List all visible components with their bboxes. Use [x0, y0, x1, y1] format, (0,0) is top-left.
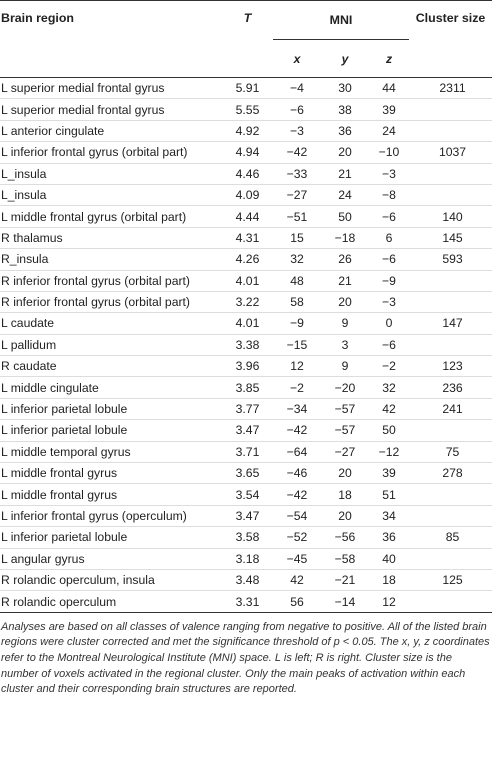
y-coordinate-cell: −57	[321, 398, 369, 419]
cluster-size-cell	[409, 420, 492, 441]
y-coordinate-cell: 24	[321, 184, 369, 205]
region-cell: L inferior parietal lobule	[0, 527, 222, 548]
table-row	[0, 313, 492, 334]
x-coordinate-cell: −42	[273, 142, 321, 163]
z-coordinate-cell: −6	[369, 206, 409, 227]
t-value-cell: 4.01	[222, 270, 273, 291]
x-coordinate-cell: 58	[273, 291, 321, 312]
z-coordinate-cell: −2	[369, 356, 409, 377]
cluster-size-cell: 236	[409, 377, 492, 398]
cluster-size-cell	[409, 591, 492, 612]
x-coordinate-cell: 42	[273, 569, 321, 590]
region-cell: L_insula	[0, 184, 222, 205]
header-cluster-size: Cluster size	[409, 1, 492, 78]
x-coordinate-cell: −46	[273, 463, 321, 484]
t-value-cell: 4.46	[222, 163, 273, 184]
table-row	[0, 505, 492, 526]
y-coordinate-cell: 20	[321, 463, 369, 484]
y-coordinate-cell: 30	[321, 78, 369, 99]
cluster-size-cell	[409, 505, 492, 526]
z-coordinate-cell: −6	[369, 249, 409, 270]
region-cell: L middle frontal gyrus	[0, 484, 222, 505]
cluster-size-cell: 241	[409, 398, 492, 419]
x-coordinate-cell: −3	[273, 120, 321, 141]
y-coordinate-cell: −27	[321, 441, 369, 462]
table-row	[0, 398, 492, 419]
z-coordinate-cell: −9	[369, 270, 409, 291]
region-cell: L inferior parietal lobule	[0, 398, 222, 419]
y-coordinate-cell: 3	[321, 334, 369, 355]
region-cell: L anterior cingulate	[0, 120, 222, 141]
region-cell: L middle temporal gyrus	[0, 441, 222, 462]
t-value-cell: 3.58	[222, 527, 273, 548]
x-coordinate-cell: −51	[273, 206, 321, 227]
y-coordinate-cell: 20	[321, 505, 369, 526]
y-coordinate-cell: 38	[321, 99, 369, 120]
cluster-size-cell: 75	[409, 441, 492, 462]
z-coordinate-cell: 24	[369, 120, 409, 141]
header-z: z	[369, 40, 409, 78]
region-cell: R thalamus	[0, 227, 222, 248]
x-coordinate-cell: −42	[273, 484, 321, 505]
t-value-cell: 4.09	[222, 184, 273, 205]
header-row-top	[0, 1, 492, 40]
cluster-size-cell: 145	[409, 227, 492, 248]
region-cell: R caudate	[0, 356, 222, 377]
t-value-cell: 3.48	[222, 569, 273, 590]
region-cell: L superior medial frontal gyrus	[0, 78, 222, 99]
table-row	[0, 463, 492, 484]
cluster-size-cell: 140	[409, 206, 492, 227]
cluster-size-cell: 147	[409, 313, 492, 334]
table-row	[0, 142, 492, 163]
region-cell: R rolandic operculum	[0, 591, 222, 612]
t-value-cell: 3.47	[222, 420, 273, 441]
t-value-cell: 3.38	[222, 334, 273, 355]
cluster-size-cell: 1037	[409, 142, 492, 163]
region-cell: L middle cingulate	[0, 377, 222, 398]
x-coordinate-cell: −34	[273, 398, 321, 419]
table-row	[0, 270, 492, 291]
region-cell: L angular gyrus	[0, 548, 222, 569]
region-cell: R inferior frontal gyrus (orbital part)	[0, 291, 222, 312]
region-cell: R inferior frontal gyrus (orbital part)	[0, 270, 222, 291]
y-coordinate-cell: −14	[321, 591, 369, 612]
z-coordinate-cell: −3	[369, 163, 409, 184]
z-coordinate-cell: 50	[369, 420, 409, 441]
y-coordinate-cell: 36	[321, 120, 369, 141]
header-y: y	[321, 40, 369, 78]
z-coordinate-cell: 36	[369, 527, 409, 548]
cluster-size-cell: 2311	[409, 78, 492, 99]
table-row	[0, 334, 492, 355]
x-coordinate-cell: 48	[273, 270, 321, 291]
table-row	[0, 420, 492, 441]
y-coordinate-cell: 21	[321, 270, 369, 291]
cluster-size-cell	[409, 163, 492, 184]
t-value-cell: 4.44	[222, 206, 273, 227]
cluster-size-cell: 593	[409, 249, 492, 270]
z-coordinate-cell: −6	[369, 334, 409, 355]
t-value-cell: 3.47	[222, 505, 273, 526]
z-coordinate-cell: 32	[369, 377, 409, 398]
x-coordinate-cell: 56	[273, 591, 321, 612]
x-coordinate-cell: −42	[273, 420, 321, 441]
z-coordinate-cell: −3	[369, 291, 409, 312]
region-cell: L inferior frontal gyrus (operculum)	[0, 505, 222, 526]
cluster-size-cell	[409, 291, 492, 312]
t-value-cell: 5.55	[222, 99, 273, 120]
table-row	[0, 249, 492, 270]
z-coordinate-cell: 42	[369, 398, 409, 419]
y-coordinate-cell: −21	[321, 569, 369, 590]
z-coordinate-cell: 44	[369, 78, 409, 99]
y-coordinate-cell: 21	[321, 163, 369, 184]
header-mni: MNI	[273, 1, 409, 40]
table-body	[0, 78, 492, 613]
cluster-size-cell: 85	[409, 527, 492, 548]
table-row	[0, 78, 492, 99]
table-row	[0, 591, 492, 612]
region-cell: L inferior parietal lobule	[0, 420, 222, 441]
t-value-cell: 3.54	[222, 484, 273, 505]
region-cell: L inferior frontal gyrus (orbital part)	[0, 142, 222, 163]
x-coordinate-cell: −54	[273, 505, 321, 526]
header-x: x	[273, 40, 321, 78]
x-coordinate-cell: −52	[273, 527, 321, 548]
table-row	[0, 227, 492, 248]
y-coordinate-cell: −57	[321, 420, 369, 441]
cluster-size-cell	[409, 184, 492, 205]
z-coordinate-cell: 39	[369, 463, 409, 484]
table-row	[0, 377, 492, 398]
header-brain-region: Brain region	[0, 1, 222, 78]
t-value-cell: 4.26	[222, 249, 273, 270]
t-value-cell: 4.92	[222, 120, 273, 141]
region-cell: L middle frontal gyrus (orbital part)	[0, 206, 222, 227]
cluster-size-cell	[409, 270, 492, 291]
z-coordinate-cell: 34	[369, 505, 409, 526]
table-row	[0, 548, 492, 569]
x-coordinate-cell: −64	[273, 441, 321, 462]
t-value-cell: 4.31	[222, 227, 273, 248]
table-row	[0, 291, 492, 312]
table-row	[0, 527, 492, 548]
z-coordinate-cell: 6	[369, 227, 409, 248]
t-value-cell: 3.71	[222, 441, 273, 462]
y-coordinate-cell: −18	[321, 227, 369, 248]
x-coordinate-cell: 12	[273, 356, 321, 377]
cluster-size-cell	[409, 334, 492, 355]
x-coordinate-cell: −9	[273, 313, 321, 334]
x-coordinate-cell: −6	[273, 99, 321, 120]
table-row	[0, 99, 492, 120]
z-coordinate-cell: −10	[369, 142, 409, 163]
x-coordinate-cell: −2	[273, 377, 321, 398]
z-coordinate-cell: 40	[369, 548, 409, 569]
table-row	[0, 206, 492, 227]
cluster-size-cell	[409, 99, 492, 120]
y-coordinate-cell: 18	[321, 484, 369, 505]
t-value-cell: 3.77	[222, 398, 273, 419]
x-coordinate-cell: 32	[273, 249, 321, 270]
t-value-cell: 3.31	[222, 591, 273, 612]
table-footnote: Analyses are based on all classes of valence ranging from negative to positive. All of the listed brain regions were cluster corrected and met the significance threshold of p < 0.05. The x, y, z coordinates refer to the Montreal Neurological Institute (MNI) space. L is left; R is right. Cluster size is the number of voxels activated in the regional cluster. Only the main peaks of activation within each cluster and their corresponding brain structures are reported.	[1, 620, 490, 696]
cluster-size-cell	[409, 120, 492, 141]
y-coordinate-cell: 20	[321, 142, 369, 163]
z-coordinate-cell: −12	[369, 441, 409, 462]
t-value-cell: 4.01	[222, 313, 273, 334]
region-cell: L middle frontal gyrus	[0, 463, 222, 484]
z-coordinate-cell: 12	[369, 591, 409, 612]
region-cell: L pallidum	[0, 334, 222, 355]
t-value-cell: 5.91	[222, 78, 273, 99]
table-row	[0, 356, 492, 377]
table-row	[0, 569, 492, 590]
table-row	[0, 484, 492, 505]
t-value-cell: 3.65	[222, 463, 273, 484]
region-cell: L caudate	[0, 313, 222, 334]
x-coordinate-cell: −33	[273, 163, 321, 184]
region-cell: R rolandic operculum, insula	[0, 569, 222, 590]
y-coordinate-cell: 9	[321, 356, 369, 377]
t-value-cell: 3.85	[222, 377, 273, 398]
z-coordinate-cell: −8	[369, 184, 409, 205]
y-coordinate-cell: −20	[321, 377, 369, 398]
cluster-size-cell	[409, 484, 492, 505]
cluster-size-cell	[409, 548, 492, 569]
region-cell: L_insula	[0, 163, 222, 184]
table-row	[0, 163, 492, 184]
y-coordinate-cell: 20	[321, 291, 369, 312]
table-row	[0, 120, 492, 141]
region-cell: L superior medial frontal gyrus	[0, 99, 222, 120]
z-coordinate-cell: 39	[369, 99, 409, 120]
x-coordinate-cell: −4	[273, 78, 321, 99]
z-coordinate-cell: 51	[369, 484, 409, 505]
t-value-cell: 3.18	[222, 548, 273, 569]
header-t: T	[222, 1, 273, 78]
region-cell: R_insula	[0, 249, 222, 270]
y-coordinate-cell: −56	[321, 527, 369, 548]
cluster-size-cell: 123	[409, 356, 492, 377]
y-coordinate-cell: −58	[321, 548, 369, 569]
y-coordinate-cell: 9	[321, 313, 369, 334]
t-value-cell: 3.96	[222, 356, 273, 377]
z-coordinate-cell: 18	[369, 569, 409, 590]
t-value-cell: 4.94	[222, 142, 273, 163]
y-coordinate-cell: 50	[321, 206, 369, 227]
x-coordinate-cell: −15	[273, 334, 321, 355]
x-coordinate-cell: −27	[273, 184, 321, 205]
x-coordinate-cell: −45	[273, 548, 321, 569]
x-coordinate-cell: 15	[273, 227, 321, 248]
cluster-size-cell: 278	[409, 463, 492, 484]
cluster-size-cell: 125	[409, 569, 492, 590]
y-coordinate-cell: 26	[321, 249, 369, 270]
table-row	[0, 441, 492, 462]
z-coordinate-cell: 0	[369, 313, 409, 334]
table-row	[0, 184, 492, 205]
t-value-cell: 3.22	[222, 291, 273, 312]
